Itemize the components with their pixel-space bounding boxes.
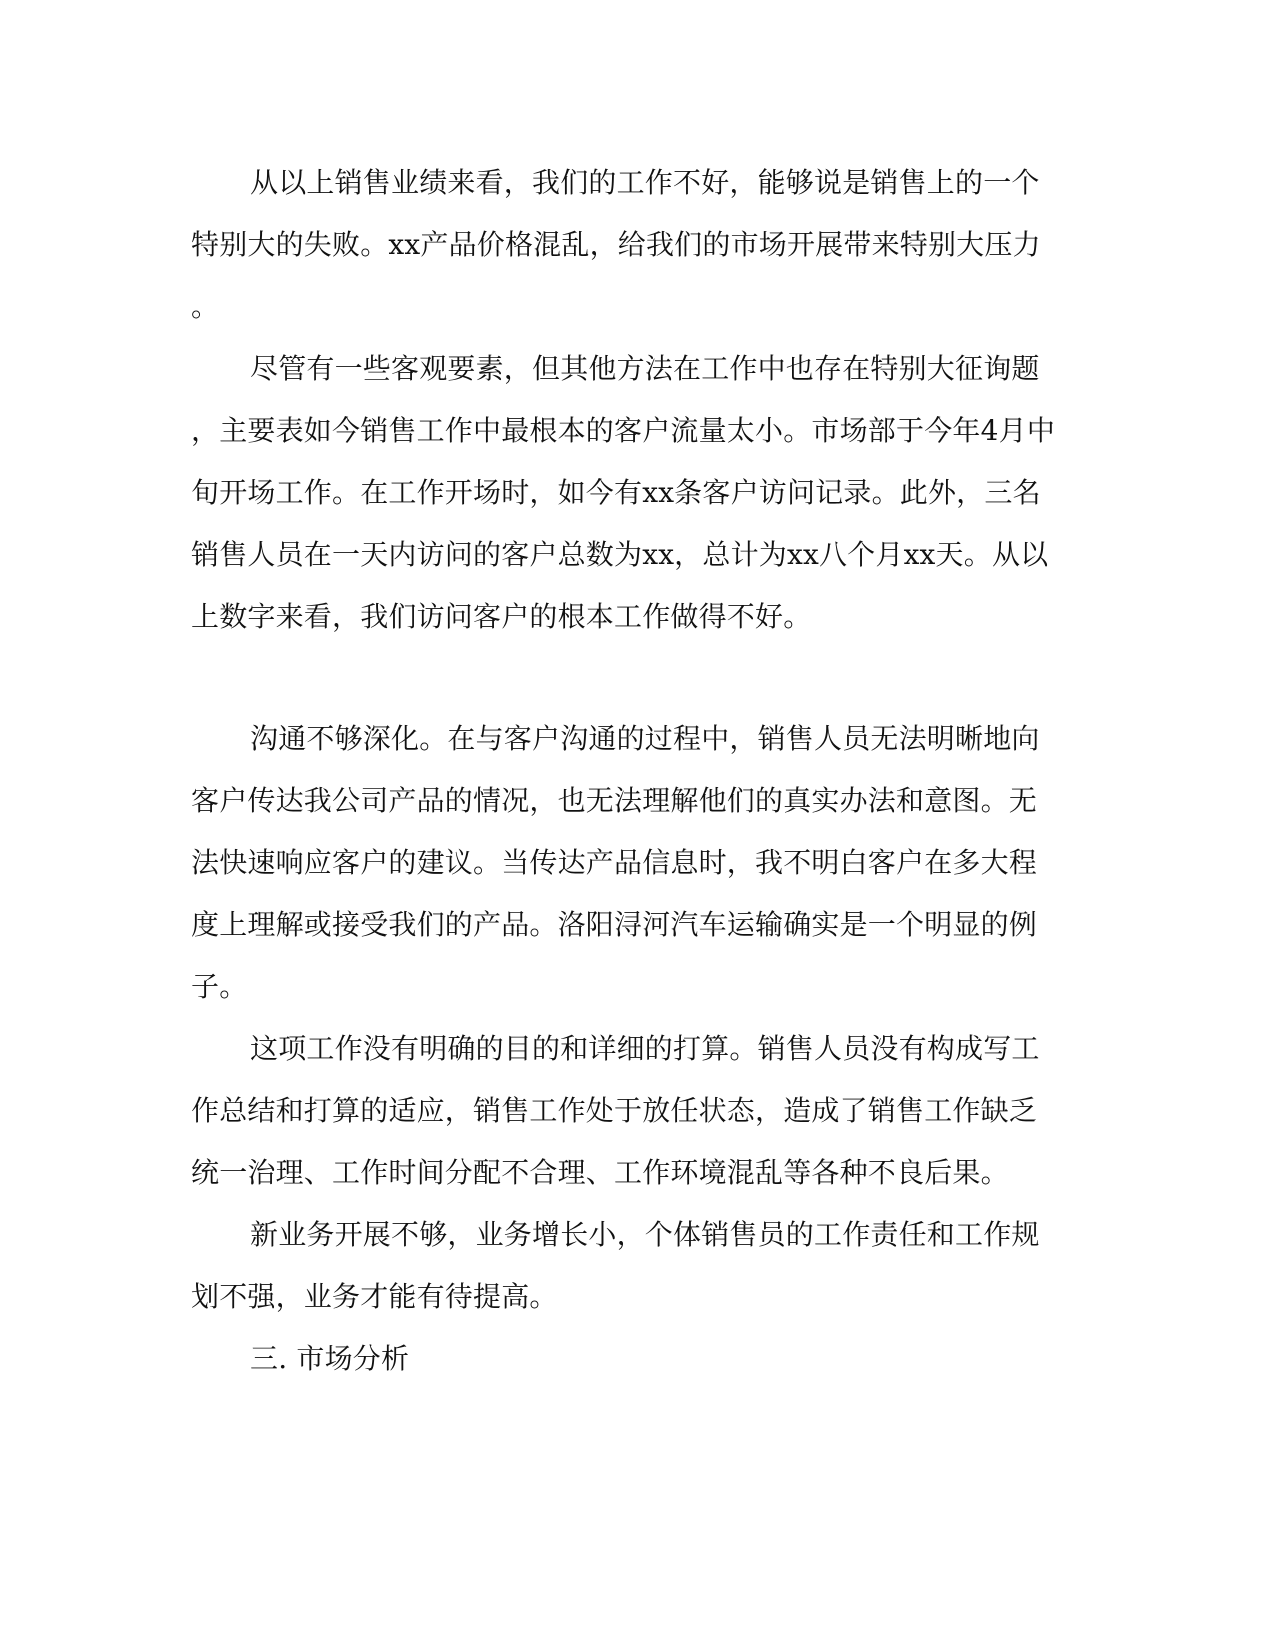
paragraph-2-line-1: 尽管有一些客观要素，但其他方法在工作中也存在特别大征询题 xyxy=(250,352,1040,385)
paragraph-2-line-3: 旬开场工作。在工作开场时，如今有xx条客户访问记录。此外，三名 xyxy=(191,476,1041,509)
paragraph-1-line-2: 特别大的失败。xx产品价格混乱，给我们的市场开展带来特别大压力 xyxy=(191,228,1041,261)
paragraph-2-line-2: ，主要表如今销售工作中最根本的客户流量太小。市场部于今年4月中 xyxy=(191,414,1056,447)
paragraph-3-line-2: 客户传达我公司产品的情况，也无法理解他们的真实办法和意图。无 xyxy=(191,784,1038,817)
paragraph-3-line-3: 法快速响应客户的建议。当传达产品信息时，我不明白客户在多大程 xyxy=(191,846,1038,879)
paragraph-4-line-1: 这项工作没有明确的目的和详细的打算。销售人员没有构成写工 xyxy=(250,1032,1040,1065)
paragraph-1-line-1: 从以上销售业绩来看，我们的工作不好，能够说是销售上的一个 xyxy=(250,166,1040,199)
paragraph-2-line-4: 销售人员在一天内访问的客户总数为xx，总计为xx八个月xx天。从以 xyxy=(191,538,1049,571)
paragraph-3-line-4: 度上理解或接受我们的产品。洛阳浔河汽车运输确实是一个明显的例 xyxy=(191,908,1038,941)
paragraph-4-line-3: 统一治理、工作时间分配不合理、工作环境混乱等各种不良后果。 xyxy=(191,1156,1009,1189)
paragraph-3-line-1: 沟通不够深化。在与客户沟通的过程中，销售人员无法明晰地向 xyxy=(250,722,1040,755)
paragraph-5-line-1: 新业务开展不够，业务增长小，个体销售员的工作责任和工作规 xyxy=(250,1218,1040,1251)
section-heading: 三. 市场分析 xyxy=(250,1342,410,1375)
paragraph-2-line-5: 上数字来看，我们访问客户的根本工作做得不好。 xyxy=(191,600,812,633)
paragraph-4-line-2: 作总结和打算的适应，销售工作处于放任状态，造成了销售工作缺乏 xyxy=(191,1094,1038,1127)
paragraph-1-line-3: 。 xyxy=(191,290,220,323)
paragraph-5-line-2: 划不强，业务才能有待提高。 xyxy=(191,1280,558,1313)
paragraph-3-line-5: 子。 xyxy=(191,970,248,1003)
